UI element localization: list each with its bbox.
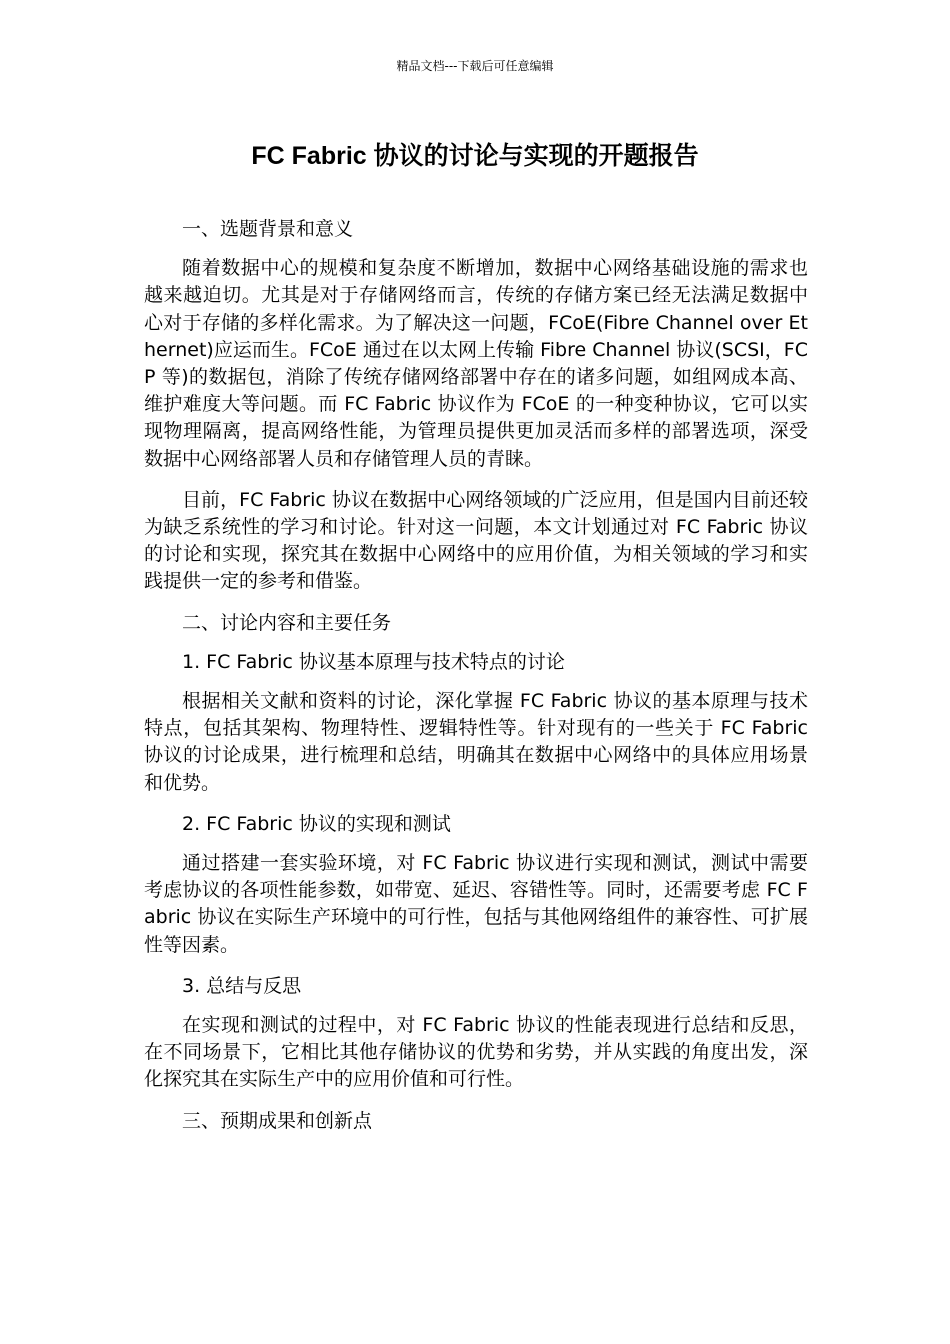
paragraph-background: 随着数据中心的规模和复杂度不断增加，数据中心网络基础设施的需求也越来越迫切。尤其是对于存储网络而言，传统的存储方案已经无法满足数据中心对于存储的多样化需求。为了解决这一问题，FCoE(Fibre Channel over Ethernet)应运而生。FCoE 通过在以太网上传输 Fibre Channel 协议(SCSI，FCP 等)的数据包，消除了传统存储网络部署中存在的诸多问题，如组网成本高、维护难度大等问题。而 FC Fabric 协议作为 FCoE 的一种变种协议，它可以实现物理隔离，提高网络性能，为管理员提供更加灵活而多样的部署选项，深受数据中心网络部署人员和存储管理人员的青睐。 [144,257,808,470]
subsection-heading-2: 2. FC Fabric 协议的实现和测试 [182,812,451,835]
section-heading-2: 二、讨论内容和主要任务 [182,611,392,634]
paragraph-summary: 在实现和测试的过程中，对 FC Fabric 协议的性能表现进行总结和反思，在不同场景下，它相比其他存储协议的优势和劣势，并从实践的角度出发，深化探究其在实际生产中的应用价值和可行性。 [144,1014,808,1091]
section-heading-1: 一、选题背景和意义 [182,218,354,240]
subsection-heading-3: 3. 总结与反思 [182,974,302,997]
subsection-heading-1: 1. FC Fabric 协议基本原理与技术特点的讨论 [182,650,565,673]
paragraph-principles: 根据相关文献和资料的讨论，深化掌握 FC Fabric 协议的基本原理与技术特点，包括其架构、物理特性、逻辑特性等。针对现有的一些关于 FC Fabric 协议的讨论成果，进行梳理和总结，明确其在数据中心网络中的具体应用场景和优势。 [144,690,808,794]
header-note: 精品文档---下载后可任意编辑 [396,59,554,73]
section-heading-3: 三、预期成果和创新点 [182,1109,373,1132]
paragraph-implementation: 通过搭建一套实验环境，对 FC Fabric 协议进行实现和测试，测试中需要考虑协议的各项性能参数，如带宽、延迟、容错性等。同时，还需要考虑 FC Fabric 协议在实际生产环境中的可行性，包括与其他网络组件的兼容性、可扩展性等因素。 [144,852,808,956]
document-title: FC Fabric 协议的讨论与实现的开题报告 [251,142,699,170]
document-body [144,216,808,1147]
paragraph-current-status: 目前，FC Fabric 协议在数据中心网络领域的广泛应用，但是国内目前还较为缺乏系统性的学习和讨论。针对这一问题，本文计划通过对 FC Fabric 协议的讨论和实现，探究其在数据中心网络中的应用价值，为相关领域的学习和实践提供一定的参考和借鉴。 [144,488,808,593]
